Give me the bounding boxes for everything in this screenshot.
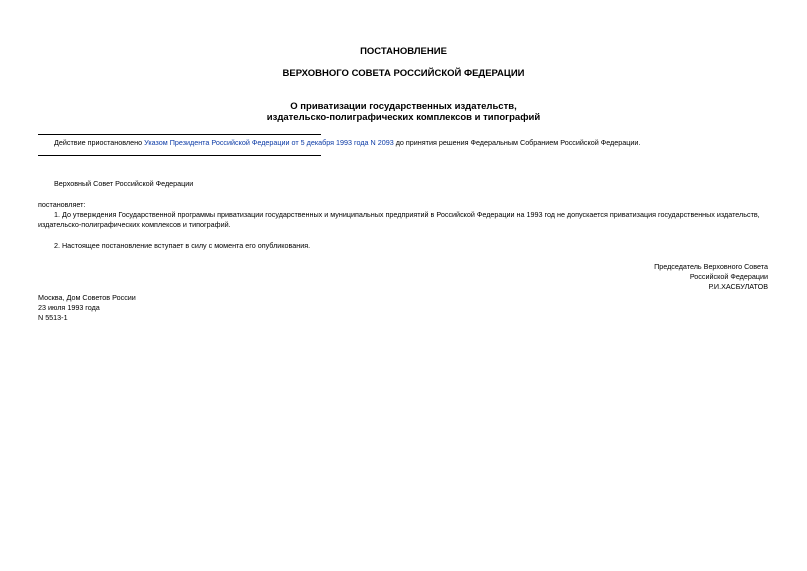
footer-date: 23 июля 1993 года <box>38 303 100 312</box>
decree-link[interactable]: Указом Президента Российской Федерации от 5 декабря 1993 года N 2093 <box>144 138 394 147</box>
issuer-heading: ВЕРХОВНОГО СОВЕТА РОССИЙСКОЙ ФЕДЕРАЦИИ <box>282 68 525 79</box>
paragraph-2: 2. Настоящее постановление вступает в силу с момента его опубликования. <box>54 241 311 250</box>
notice-suffix: до принятия решения Федеральным Собранием Российской Федерации. <box>393 138 641 147</box>
notice-bottom-rule <box>38 155 321 156</box>
notice-prefix: Действие приостановлено <box>54 138 145 147</box>
suspension-notice <box>54 138 640 148</box>
signature-title-line-1: Председатель Верховного Совета <box>654 262 768 271</box>
resolves-line: постановляет: <box>38 200 86 209</box>
notice-top-rule <box>38 134 321 135</box>
footer-number: N 5513-1 <box>38 313 68 322</box>
footer-place: Москва, Дом Советов России <box>38 293 136 302</box>
issuer-line: Верховный Совет Российской Федерации <box>54 179 194 188</box>
signature-name: Р.И.ХАСБУЛАТОВ <box>708 282 768 291</box>
doc-type-heading: ПОСТАНОВЛЕНИЕ <box>360 46 447 57</box>
paragraph-1: 1. До утверждения Государственной программы приватизации государственных и муниципальных предприятий в Российской Федерации на 1993 год не допускается приватизация государственных издательств, издательско-полиграфических комплексов и типографий. <box>38 210 760 229</box>
signature-title-line-2: Российской Федерации <box>689 272 768 281</box>
subject-heading-line-2: издательско-полиграфических комплексов и типографий <box>266 112 541 123</box>
subject-heading-line-1: О приватизации государственных издательств, <box>290 101 517 112</box>
